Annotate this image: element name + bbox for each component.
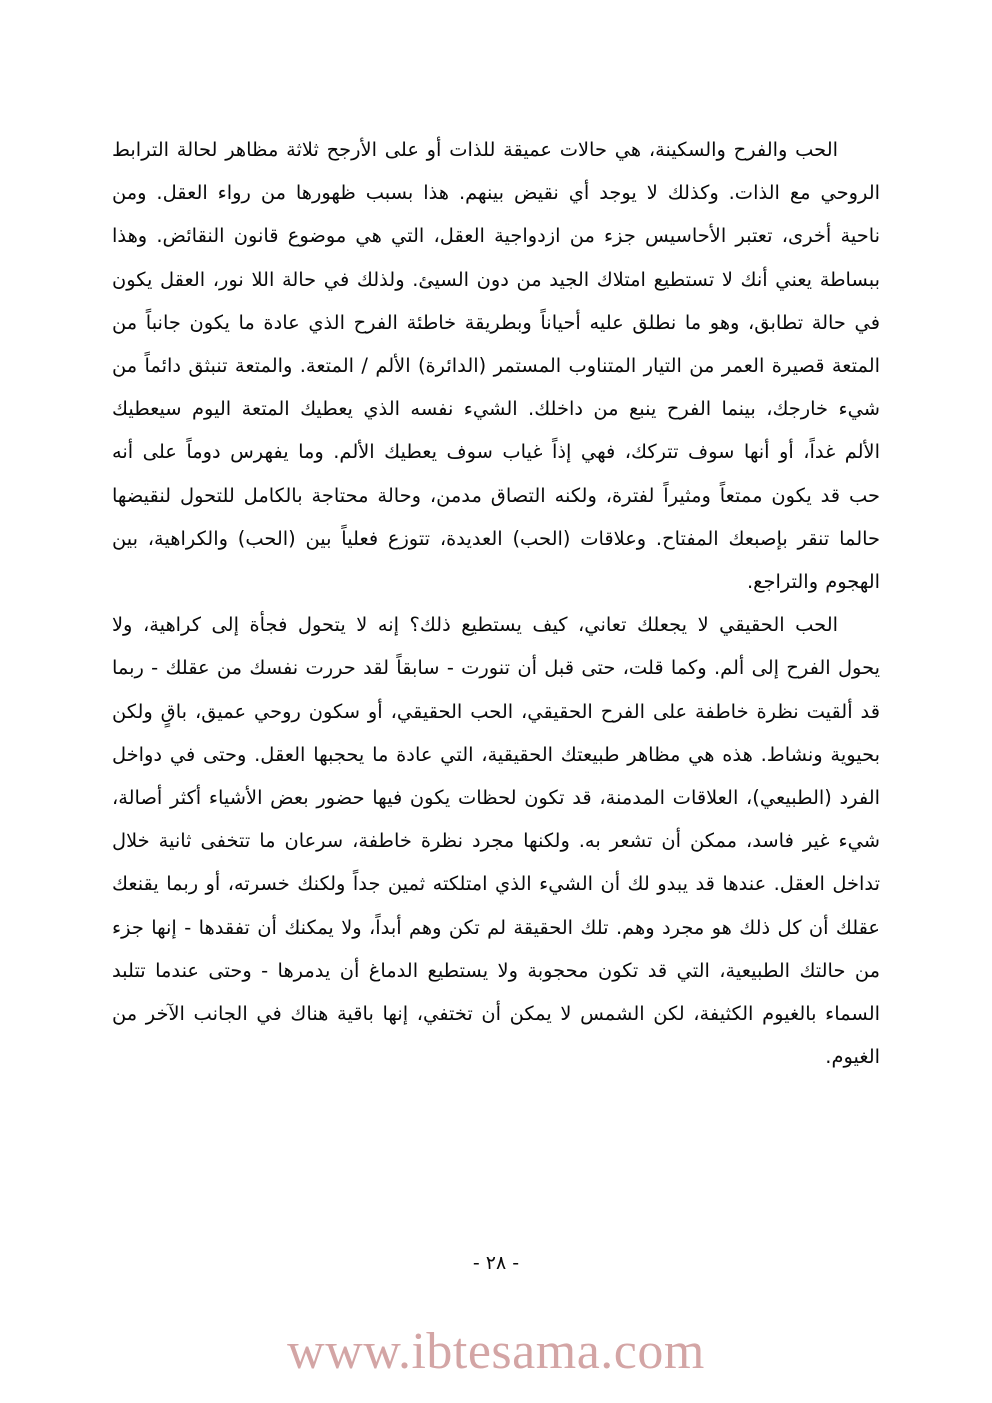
paragraph-1: الحب والفرح والسكينة، هي حالات عميقة للذات أو على الأرجح ثلاثة مظاهر لحالة الترابط الروحي مع الذات. وكذلك لا يوجد أي نقيض بينهم. هذا بسبب ظهورها من رواء العقل. ومن ناحية أخرى، تعتبر الأحاسيس جزء من ازدواجية العقل، التي هي موضوع قانون النقائض. وهذا ببساطة يعني أنك لا تستطيع امتلاك الجيد من دون السيئ. ولذلك في حالة اللا نور، العقل يكون في حالة تطابق، وهو ما نطلق عليه أحياناً وبطريقة خاطئة الفرح الذي عادة ما يكون جانباً من المتعة قصيرة العمر من التيار المتناوب المستمر (الدائرة) الألم / المتعة. والمتعة تنبثق دائماً من شيء خارجك، بينما الفرح ينبع من داخلك. الشيء نفسه الذي يعطيك المتعة اليوم سيعطيك الألم غداً، أو أنها سوف تتركك، فهي إذاً غياب سوف يعطيك الألم. وما يفهرس دوماً على أنه حب قد يكون ممتعاً ومثيراً لفترة، ولكنه التصاق مدمن، وحالة محتاجة بالكامل للتحول لنقيضها حالما تنقر بإصبعك المفتاح. وعلاقات (الحب) العديدة، تتوزع فعلياً بين (الحب) والكراهية، بين الهجوم والتراجع. [112, 138, 880, 594]
site-watermark: www.ibtesama.com [287, 1323, 705, 1380]
page-number: - ٢٨ - [472, 1252, 520, 1274]
page-text-body [112, 128, 880, 1078]
paragraph-2: الحب الحقيقي لا يجعلك تعاني، كيف يستطيع ذلك؟ إنه لا يتحول فجأة إلى كراهية، ولا يحول الفرح إلى ألم. وكما قلت، حتى قبل أن تنورت - سابقاً لقد حررت نفسك من عقلك - ربما قد ألقيت نظرة خاطفة على الفرح الحقيقي، الحب الحقيقي، أو سكون روحي عميق، باقٍ ولكن بحيوية ونشاط. هذه هي مظاهر طبيعتك الحقيقية، التي عادة ما يحجبها العقل. وحتى في دواخل الفرد (الطبيعي)، العلاقات المدمنة، قد تكون لحظات يكون فيها حضور بعض الأشياء أكثر أصالة، شيء غير فاسد، ممكن أن تشعر به. ولكنها مجرد نظرة خاطفة، سرعان ما تتخفى ثانية خلال تداخل العقل. عندها قد يبدو لك أن الشيء الذي امتلكته ثمين جداً ولكنك خسرته، أو ربما يقنعك عقلك أن كل ذلك هو مجرد وهم. تلك الحقيقة لم تكن وهم أبداً، ولا يمكنك أن تفقدها - إنها جزء من حالتك الطبيعية، التي قد تكون محجوبة ولا يستطيع الدماغ أن يدمرها - وحتى عندما تتلبد السماء بالغيوم الكثيفة، لكن الشمس لا يمكن أن تختفي، إنها باقية هناك في الجانب الآخر من الغيوم. [112, 613, 880, 1069]
